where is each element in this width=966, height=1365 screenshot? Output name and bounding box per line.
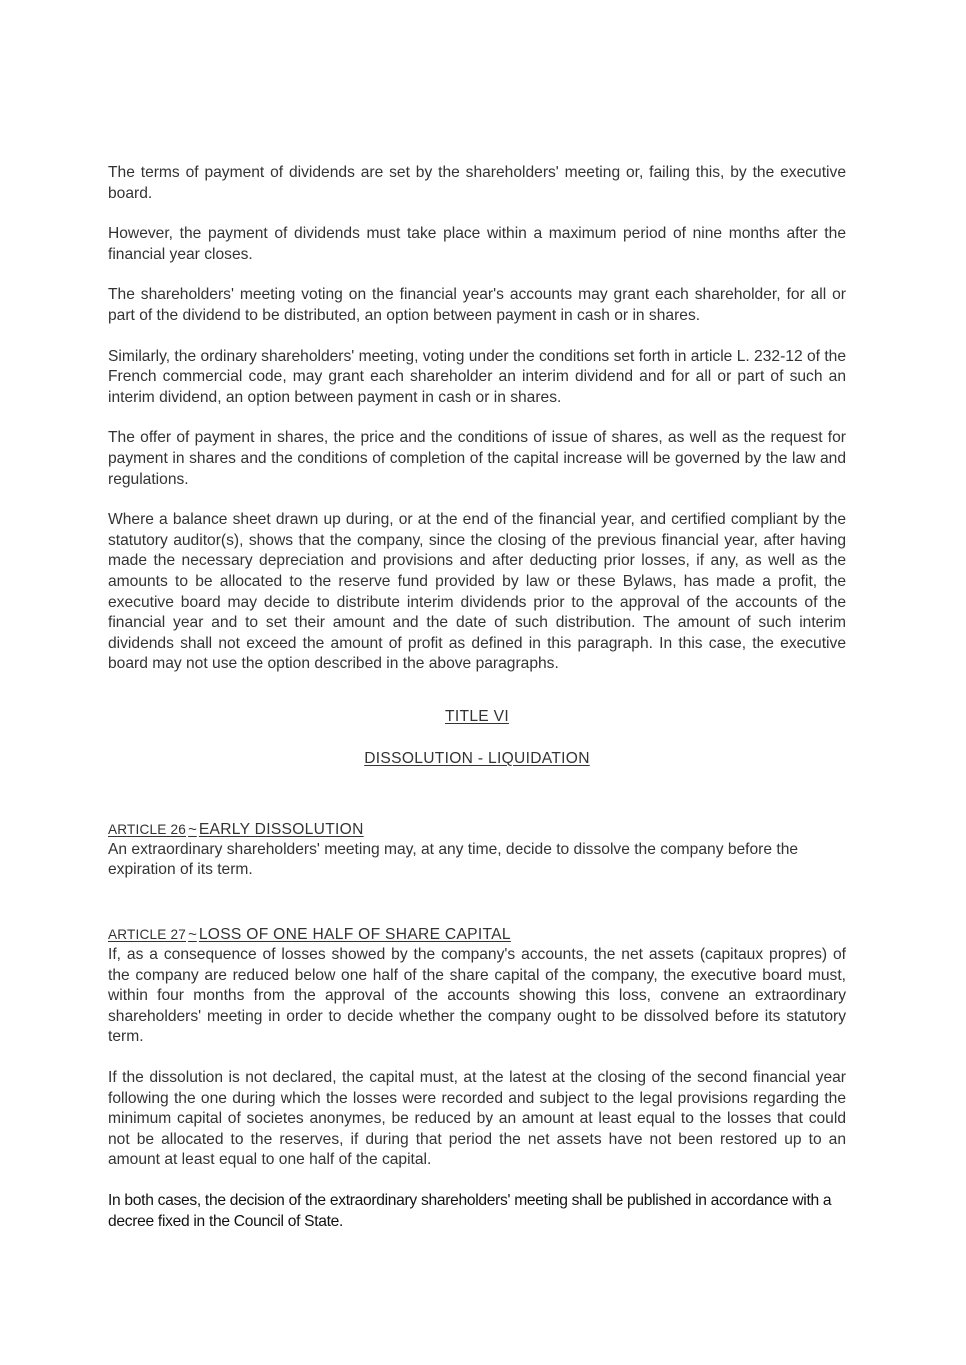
article-26-number: ARTICLE 26 bbox=[108, 821, 187, 837]
article-26-title: EARLY DISSOLUTION bbox=[198, 820, 364, 838]
article-26-separator: ~ bbox=[188, 820, 197, 838]
article-27-title: LOSS OF ONE HALF OF SHARE CAPITAL bbox=[198, 926, 511, 944]
title-number: TITLE VI bbox=[445, 707, 509, 725]
article-26-heading bbox=[108, 820, 846, 840]
dividend-option-paragraph: The shareholders' meeting voting on the financial year's accounts may grant each shareholder, for all or part of the dividend to be distributed, an option between payment in cash or in shares. bbox=[108, 286, 846, 324]
article-26-text: An extraordinary shareholders' meeting may, at any time, decide to dissolve the company before the expiration of its term. bbox=[108, 840, 799, 879]
title-heading bbox=[108, 708, 846, 730]
dividend-payment-period-paragraph: However, the payment of dividends must take place within a maximum period of nine months after the financial year closes. bbox=[108, 225, 846, 263]
title-subheading bbox=[108, 750, 846, 772]
interim-dividend-option-paragraph: Similarly, the ordinary shareholders' meeting, voting under the conditions set forth in article L. 232-12 of the French commercial code, may grant each shareholder an interim dividend and for all or part of such an interim dividend, an option between payment in cash or in shares. bbox=[108, 347, 846, 406]
article-27-separator: ~ bbox=[188, 926, 197, 944]
title-name: DISSOLUTION - LIQUIDATION bbox=[364, 749, 590, 767]
article-27-paragraph-publication: In both cases, the decision of the extraordinary shareholders' meeting shall be published in accordance with a decree fixed in the Council of State. bbox=[108, 1192, 832, 1230]
document-page bbox=[108, 163, 846, 1252]
share-payment-offer-paragraph: The offer of payment in shares, the price and the conditions of issue of shares, as well as the request for payment in shares and the conditions of completion of the capital increase will be governed by the law and regulations. bbox=[108, 429, 846, 488]
dividend-terms-paragraph: The terms of payment of dividends are set by the shareholders' meeting or, failing this, by the executive board. bbox=[108, 164, 846, 202]
article-27-heading bbox=[108, 925, 846, 945]
article-27-number: ARTICLE 27 bbox=[108, 927, 187, 943]
article-27-paragraph-capital-reduction: If the dissolution is not declared, the capital must, at the latest at the closing of the second financial year following the one during which the losses were recorded and subject to the legal provisions regarding the minimum capital of societes anonymes, be reduced by an amount at least equal to the losses that could not be allocated to the reserves, if during that period the net assets have not been restored up to an amount at least equal to one half of the capital. bbox=[108, 1069, 846, 1169]
interim-dividend-balance-sheet-paragraph: Where a balance sheet drawn up during, or at the end of the financial year, and certified compliant by the statutory auditor(s), shows that the company, since the closing of the previous financial year, after having made the necessary depreciation and provisions and after deducting prior losses, if any, as well as the amounts to be allocated to the reserve fund provided by law or these Bylaws, has made a profit, the executive board may decide to distribute interim dividends prior to the approval of the accounts of the financial year and to set their amount and the date of such distribution. The amount of such interim dividends shall not exceed the amount of profit as defined in this paragraph. In this case, the executive board may not use the option described in the above paragraphs. bbox=[108, 511, 846, 673]
article-27-paragraph-losses: If, as a consequence of losses showed by the company's accounts, the net assets (capitaux propres) of the company are reduced below one half of the share capital of the company, the executive board must, within four months from the approval of the accounts showing this loss, convene an extraordinary shareholders' meeting in order to decide whether the company ought to be dissolved before its statutory term. bbox=[108, 946, 846, 1046]
